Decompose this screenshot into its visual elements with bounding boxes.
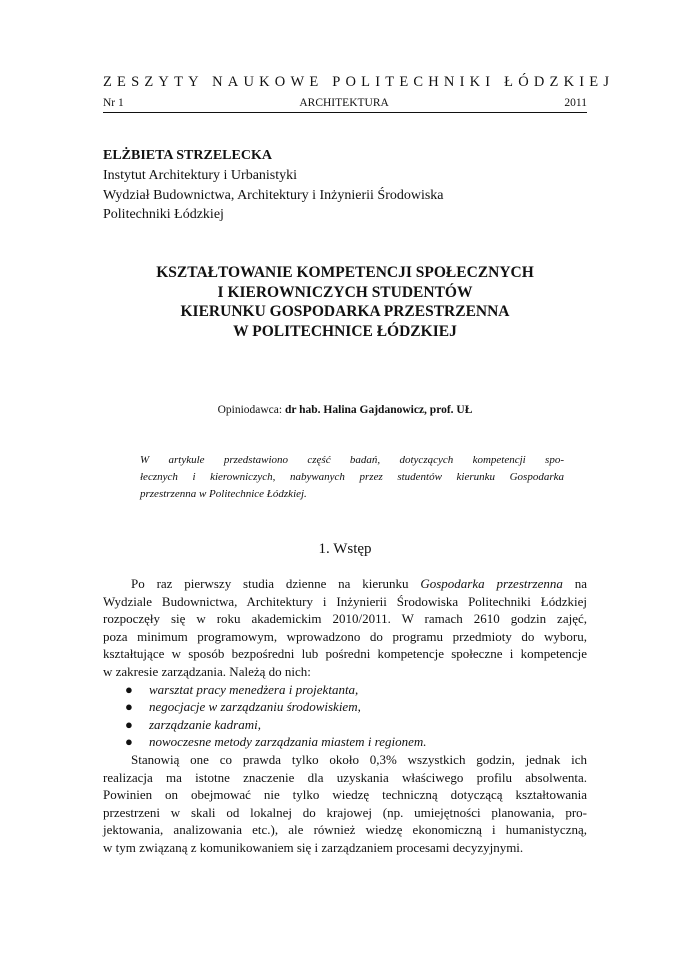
- paper-title: [103, 263, 587, 341]
- paragraph-line: kształtujące w sposób bezpośredni lub pośredni kompetencje społeczne i kompetencje: [103, 646, 587, 662]
- bullet-icon: ●: [125, 734, 133, 750]
- list-item-text: zarządzanie kadrami,: [149, 716, 261, 732]
- reviewer-name: dr hab. Halina Gajdanowicz, prof. UŁ: [284, 404, 473, 416]
- paragraph-line: [103, 575, 587, 593]
- paragraph-line: poza minimum programowym, wprowadzono do programu przedmioty do wyboru,: [103, 628, 587, 644]
- abstract-line: łecznych i kierowniczych, nabywanych przez studentów kierunku Gospodarka: [140, 471, 564, 483]
- paragraph-line: w zakresie zarządzania. Należą do nich:: [103, 663, 311, 679]
- section-heading: 1. Wstęp: [318, 541, 372, 557]
- text-run: na: [562, 576, 587, 591]
- abstract: [140, 452, 564, 503]
- list-item-text: nowoczesne metody zarządzania miastem i regionem.: [149, 734, 427, 750]
- title-line: KIERUNKU GOSPODARKA PRZESTRZENNA: [180, 303, 510, 320]
- text-emphasis: Gospodarka przestrzenna: [420, 576, 563, 591]
- affiliation-line: Wydział Budownictwa, Architektury i Inżynierii Środowiska: [103, 187, 444, 203]
- title-line: KSZTAŁTOWANIE KOMPETENCJI SPOŁECZNYCH: [156, 264, 534, 281]
- reviewer-line: [103, 404, 587, 416]
- issue-year: 2011: [564, 97, 587, 109]
- paragraph-line: jektowania, analizowania etc.), ale również wiedzę ekonomiczną i humanistyczną,: [103, 822, 587, 838]
- list-item-text: warsztat pracy menedżera i projektanta,: [149, 681, 359, 697]
- list-item: [103, 698, 587, 716]
- list-item: [103, 716, 587, 734]
- issue-row: [103, 97, 587, 113]
- abstract-line: przestrzenna w Politechnice Łódzkiej.: [140, 488, 307, 500]
- title-line: I KIEROWNICZYCH STUDENTÓW: [217, 283, 473, 301]
- abstract-line: W artykule przedstawiono część badań, dotyczących kompetencji spo-: [140, 454, 564, 466]
- series-name: ARCHITEKTURA: [299, 97, 389, 109]
- paragraph-line: przestrzeni w skali od lokalnej do krajowej (np. umiejętności planowania, pro-: [103, 804, 587, 820]
- reviewer-label: Opiniodawca:: [217, 404, 283, 416]
- paragraph-line: Stanowią one co prawda tylko około 0,3% wszystkich godzin, jednak ich: [131, 751, 587, 767]
- text-run: Po raz pierwszy studia dzienne na kierunku: [131, 576, 421, 591]
- list-item: [103, 681, 587, 699]
- list-item: [103, 733, 587, 751]
- affiliation-line: Politechniki Łódzkiej: [103, 207, 224, 222]
- bullet-list: [103, 681, 587, 751]
- body-text: [103, 575, 587, 857]
- bullet-icon: ●: [125, 699, 133, 715]
- affiliation-line: Instytut Architektury i Urbanistyki: [103, 168, 298, 183]
- paragraph-line: rozpoczęły się w roku akademickim 2010/2011. W ramach 2610 godzin zajęć,: [103, 611, 587, 627]
- issue-number: Nr 1: [103, 97, 124, 109]
- title-line: W POLITECHNICE ŁÓDZKIEJ: [233, 322, 457, 340]
- bullet-icon: ●: [125, 716, 133, 732]
- author-name: ELŻBIETA STRZELECKA: [103, 148, 272, 163]
- bullet-icon: ●: [125, 681, 133, 697]
- paragraph-line: Powinien on obejmować nie tylko wiedzę techniczną dotyczącą kształtowania: [103, 787, 587, 803]
- paragraph-line: Wydziale Budownictwa, Architektury i Inżynierii Środowiska Politechniki Łódzkiej: [103, 593, 587, 609]
- journal-name: ZESZYTY NAUKOWE POLITECHNIKI ŁÓDZKIEJ: [103, 74, 615, 90]
- author-affiliation: [103, 166, 444, 225]
- paragraph-line: w tym związaną z komunikowaniem się i zarządzaniem procesami decyzyjnymi.: [103, 839, 524, 855]
- list-item-text: negocjacje w zarządzaniu środowiskiem,: [149, 699, 361, 715]
- paragraph-line: realizacja ma istotne znaczenie dla uzyskania właściwego profilu absolwenta.: [103, 769, 587, 785]
